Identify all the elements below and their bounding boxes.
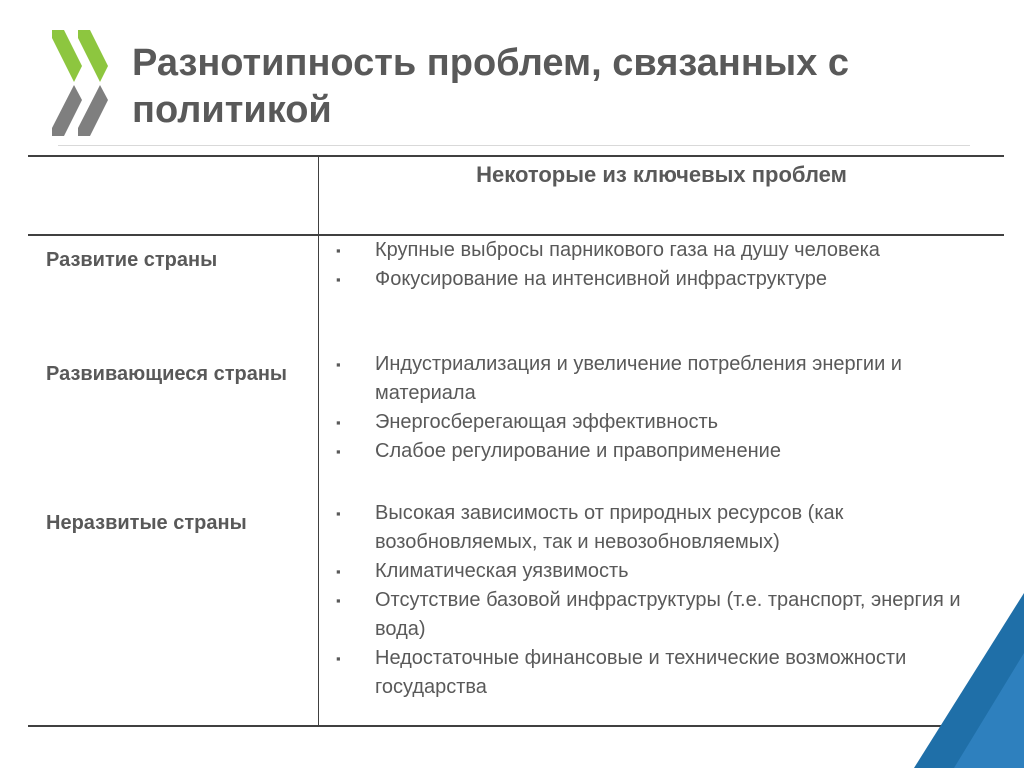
table-top-rule bbox=[28, 155, 1004, 157]
title-divider bbox=[58, 145, 970, 146]
list-item: ▪ Индустриализация и увеличение потребления энергии и материала bbox=[336, 350, 996, 408]
bullet-icon: ▪ bbox=[336, 272, 341, 287]
list-item: ▪ Слабое регулирование и правоприменение bbox=[336, 437, 996, 466]
table-column-header: Некоторые из ключевых проблем bbox=[476, 162, 847, 187]
bullet-icon: ▪ bbox=[336, 593, 341, 608]
blue-triangle-decoration-icon bbox=[914, 593, 1024, 768]
row-label-least-developed: Неразвитые страны bbox=[46, 512, 247, 534]
row-label-developed: Развитие страны bbox=[46, 249, 218, 271]
slide-title: Разнотипность проблем, связанных с политикой bbox=[132, 42, 850, 131]
bullet-icon: ▪ bbox=[336, 564, 341, 579]
bullet-list-developing bbox=[336, 350, 996, 466]
bullet-icon: ▪ bbox=[336, 651, 341, 666]
bullet-icon: ▪ bbox=[336, 444, 341, 459]
list-item: ▪ Энергосберегающая эффективность bbox=[336, 408, 996, 437]
list-item: ▪ Недостаточные финансовые и технические возможности государства bbox=[336, 644, 996, 702]
bullet-icon: ▪ bbox=[336, 506, 341, 521]
bullet-list-developed bbox=[336, 236, 996, 294]
bullet-icon: ▪ bbox=[336, 243, 341, 258]
bullet-icon: ▪ bbox=[336, 415, 341, 430]
list-item: ▪ Климатическая уязвимость bbox=[336, 557, 996, 586]
row-label-developing: Развивающиеся страны bbox=[46, 363, 288, 385]
double-chevron-logo-icon bbox=[52, 30, 110, 140]
list-item: ▪ Отсутствие базовой инфраструктуры (т.е. транспорт, энергия и вода) bbox=[336, 586, 996, 644]
bullet-icon: ▪ bbox=[336, 357, 341, 372]
list-item: ▪ Фокусирование на интенсивной инфраструктуре bbox=[336, 265, 996, 294]
list-item: ▪ Высокая зависимость от природных ресурсов (как возобновляемых, так и невозобновляемых) bbox=[336, 499, 996, 557]
table-column-divider bbox=[318, 155, 319, 726]
list-item: ▪ Крупные выбросы парникового газа на душу человека bbox=[336, 236, 996, 265]
bullet-list-least-developed bbox=[336, 499, 996, 702]
table-bottom-rule bbox=[28, 725, 1004, 727]
